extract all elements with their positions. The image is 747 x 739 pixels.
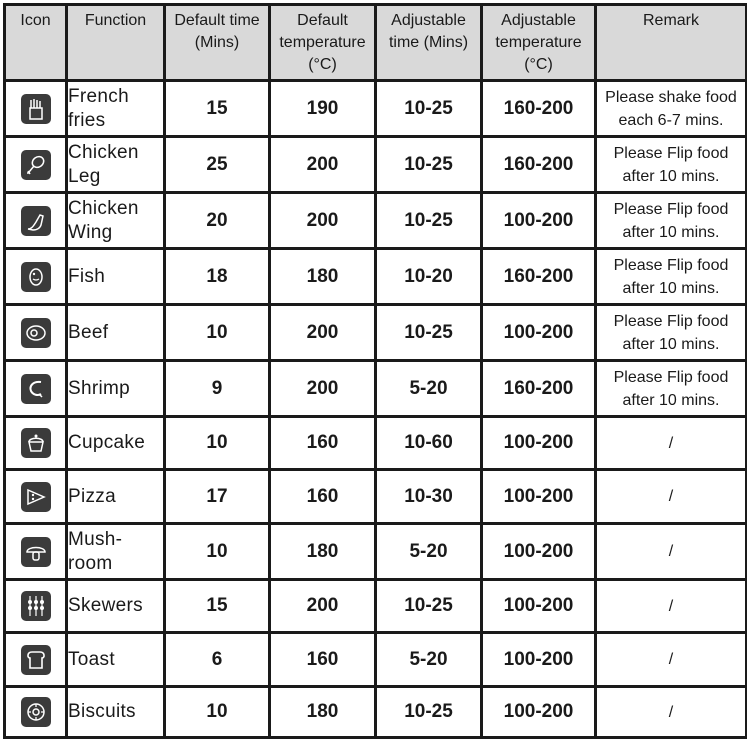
remark-text: / xyxy=(596,417,747,470)
biscuits-icon xyxy=(21,697,51,727)
default-time-value: 25 xyxy=(165,137,270,193)
table-row xyxy=(5,687,747,738)
default-time-value: 10 xyxy=(165,305,270,361)
adjustable-temperature-value: 160-200 xyxy=(482,249,596,305)
adjustable-time-value: 10-25 xyxy=(376,137,482,193)
function-name: Biscuits xyxy=(67,687,165,738)
default-temperature-value: 200 xyxy=(270,305,376,361)
header-default-temperature: Default temperature (°C) xyxy=(270,5,376,81)
adjustable-temperature-value: 100-200 xyxy=(482,193,596,249)
table-row xyxy=(5,633,747,687)
function-name: Fish xyxy=(67,249,165,305)
skewers-icon xyxy=(21,591,51,621)
header-adjustable-time: Adjustable time (Mins) xyxy=(376,5,482,81)
remark-text: / xyxy=(596,524,747,580)
function-name: Mush- room xyxy=(67,524,165,580)
french-fries-icon xyxy=(21,94,51,124)
icon-cell xyxy=(5,137,67,193)
adjustable-time-value: 5-20 xyxy=(376,524,482,580)
default-time-value: 17 xyxy=(165,470,270,524)
adjustable-time-value: 10-60 xyxy=(376,417,482,470)
adjustable-temperature-value: 160-200 xyxy=(482,81,596,137)
default-temperature-value: 160 xyxy=(270,633,376,687)
table-row xyxy=(5,305,747,361)
adjustable-time-value: 10-25 xyxy=(376,305,482,361)
icon-cell xyxy=(5,524,67,580)
default-time-value: 9 xyxy=(165,361,270,417)
default-temperature-value: 200 xyxy=(270,361,376,417)
function-name: Shrimp xyxy=(67,361,165,417)
adjustable-time-value: 5-20 xyxy=(376,633,482,687)
icon-cell xyxy=(5,417,67,470)
icon-cell xyxy=(5,361,67,417)
remark-text: / xyxy=(596,633,747,687)
icon-cell xyxy=(5,305,67,361)
default-temperature-value: 180 xyxy=(270,524,376,580)
default-temperature-value: 200 xyxy=(270,137,376,193)
function-name: Pizza xyxy=(67,470,165,524)
remark-text: / xyxy=(596,687,747,738)
adjustable-temperature-value: 100-200 xyxy=(482,580,596,633)
beef-icon xyxy=(21,318,51,348)
adjustable-temperature-value: 100-200 xyxy=(482,417,596,470)
remark-text: Please Flip food after 10 mins. xyxy=(596,193,747,249)
remark-text: / xyxy=(596,580,747,633)
header-adjustable-temperature: Adjustable temperature (°C) xyxy=(482,5,596,81)
table-row xyxy=(5,137,747,193)
table-row xyxy=(5,524,747,580)
icon-cell xyxy=(5,470,67,524)
mushroom-icon xyxy=(21,537,51,567)
header-icon: Icon xyxy=(5,5,67,81)
header-remark: Remark xyxy=(596,5,747,81)
function-name: Cupcake xyxy=(67,417,165,470)
table-row xyxy=(5,361,747,417)
icon-cell xyxy=(5,687,67,738)
cupcake-icon xyxy=(21,428,51,458)
table-row xyxy=(5,193,747,249)
function-name: Skewers xyxy=(67,580,165,633)
default-temperature-value: 190 xyxy=(270,81,376,137)
default-temperature-value: 160 xyxy=(270,470,376,524)
remark-text: Please Flip food after 10 mins. xyxy=(596,305,747,361)
remark-text: Please shake food each 6-7 mins. xyxy=(596,81,747,137)
adjustable-temperature-value: 100-200 xyxy=(482,633,596,687)
table-row xyxy=(5,81,747,137)
adjustable-temperature-value: 100-200 xyxy=(482,470,596,524)
header-row xyxy=(5,5,747,81)
remark-text: Please Flip food after 10 mins. xyxy=(596,137,747,193)
chicken-leg-icon xyxy=(21,150,51,180)
remark-text: Please Flip food after 10 mins. xyxy=(596,361,747,417)
icon-cell xyxy=(5,580,67,633)
chicken-wing-icon xyxy=(21,206,51,236)
function-name: Beef xyxy=(67,305,165,361)
default-temperature-value: 200 xyxy=(270,580,376,633)
adjustable-temperature-value: 100-200 xyxy=(482,524,596,580)
default-temperature-value: 180 xyxy=(270,249,376,305)
default-time-value: 15 xyxy=(165,580,270,633)
default-time-value: 18 xyxy=(165,249,270,305)
header-default-time: Default time (Mins) xyxy=(165,5,270,81)
adjustable-time-value: 10-25 xyxy=(376,687,482,738)
adjustable-time-value: 10-25 xyxy=(376,193,482,249)
default-temperature-value: 200 xyxy=(270,193,376,249)
default-time-value: 10 xyxy=(165,687,270,738)
adjustable-temperature-value: 100-200 xyxy=(482,305,596,361)
remark-text: Please Flip food after 10 mins. xyxy=(596,249,747,305)
shrimp-icon xyxy=(21,374,51,404)
header-function: Function xyxy=(67,5,165,81)
function-name: Toast xyxy=(67,633,165,687)
remark-text: / xyxy=(596,470,747,524)
function-name: Chicken Wing xyxy=(67,193,165,249)
default-time-value: 20 xyxy=(165,193,270,249)
adjustable-temperature-value: 160-200 xyxy=(482,361,596,417)
adjustable-time-value: 10-25 xyxy=(376,81,482,137)
default-temperature-value: 180 xyxy=(270,687,376,738)
table-row xyxy=(5,470,747,524)
function-name: French fries xyxy=(67,81,165,137)
adjustable-temperature-value: 100-200 xyxy=(482,687,596,738)
table-row xyxy=(5,580,747,633)
adjustable-time-value: 5-20 xyxy=(376,361,482,417)
icon-cell xyxy=(5,81,67,137)
default-time-value: 6 xyxy=(165,633,270,687)
adjustable-temperature-value: 160-200 xyxy=(482,137,596,193)
table-row xyxy=(5,417,747,470)
cooking-functions-table xyxy=(3,3,747,739)
icon-cell xyxy=(5,193,67,249)
icon-cell xyxy=(5,249,67,305)
default-time-value: 15 xyxy=(165,81,270,137)
icon-cell xyxy=(5,633,67,687)
toast-icon xyxy=(21,645,51,675)
default-time-value: 10 xyxy=(165,417,270,470)
fish-icon xyxy=(21,262,51,292)
adjustable-time-value: 10-30 xyxy=(376,470,482,524)
table-row xyxy=(5,249,747,305)
function-name: Chicken Leg xyxy=(67,137,165,193)
pizza-icon xyxy=(21,482,51,512)
adjustable-time-value: 10-25 xyxy=(376,580,482,633)
adjustable-time-value: 10-20 xyxy=(376,249,482,305)
default-temperature-value: 160 xyxy=(270,417,376,470)
default-time-value: 10 xyxy=(165,524,270,580)
